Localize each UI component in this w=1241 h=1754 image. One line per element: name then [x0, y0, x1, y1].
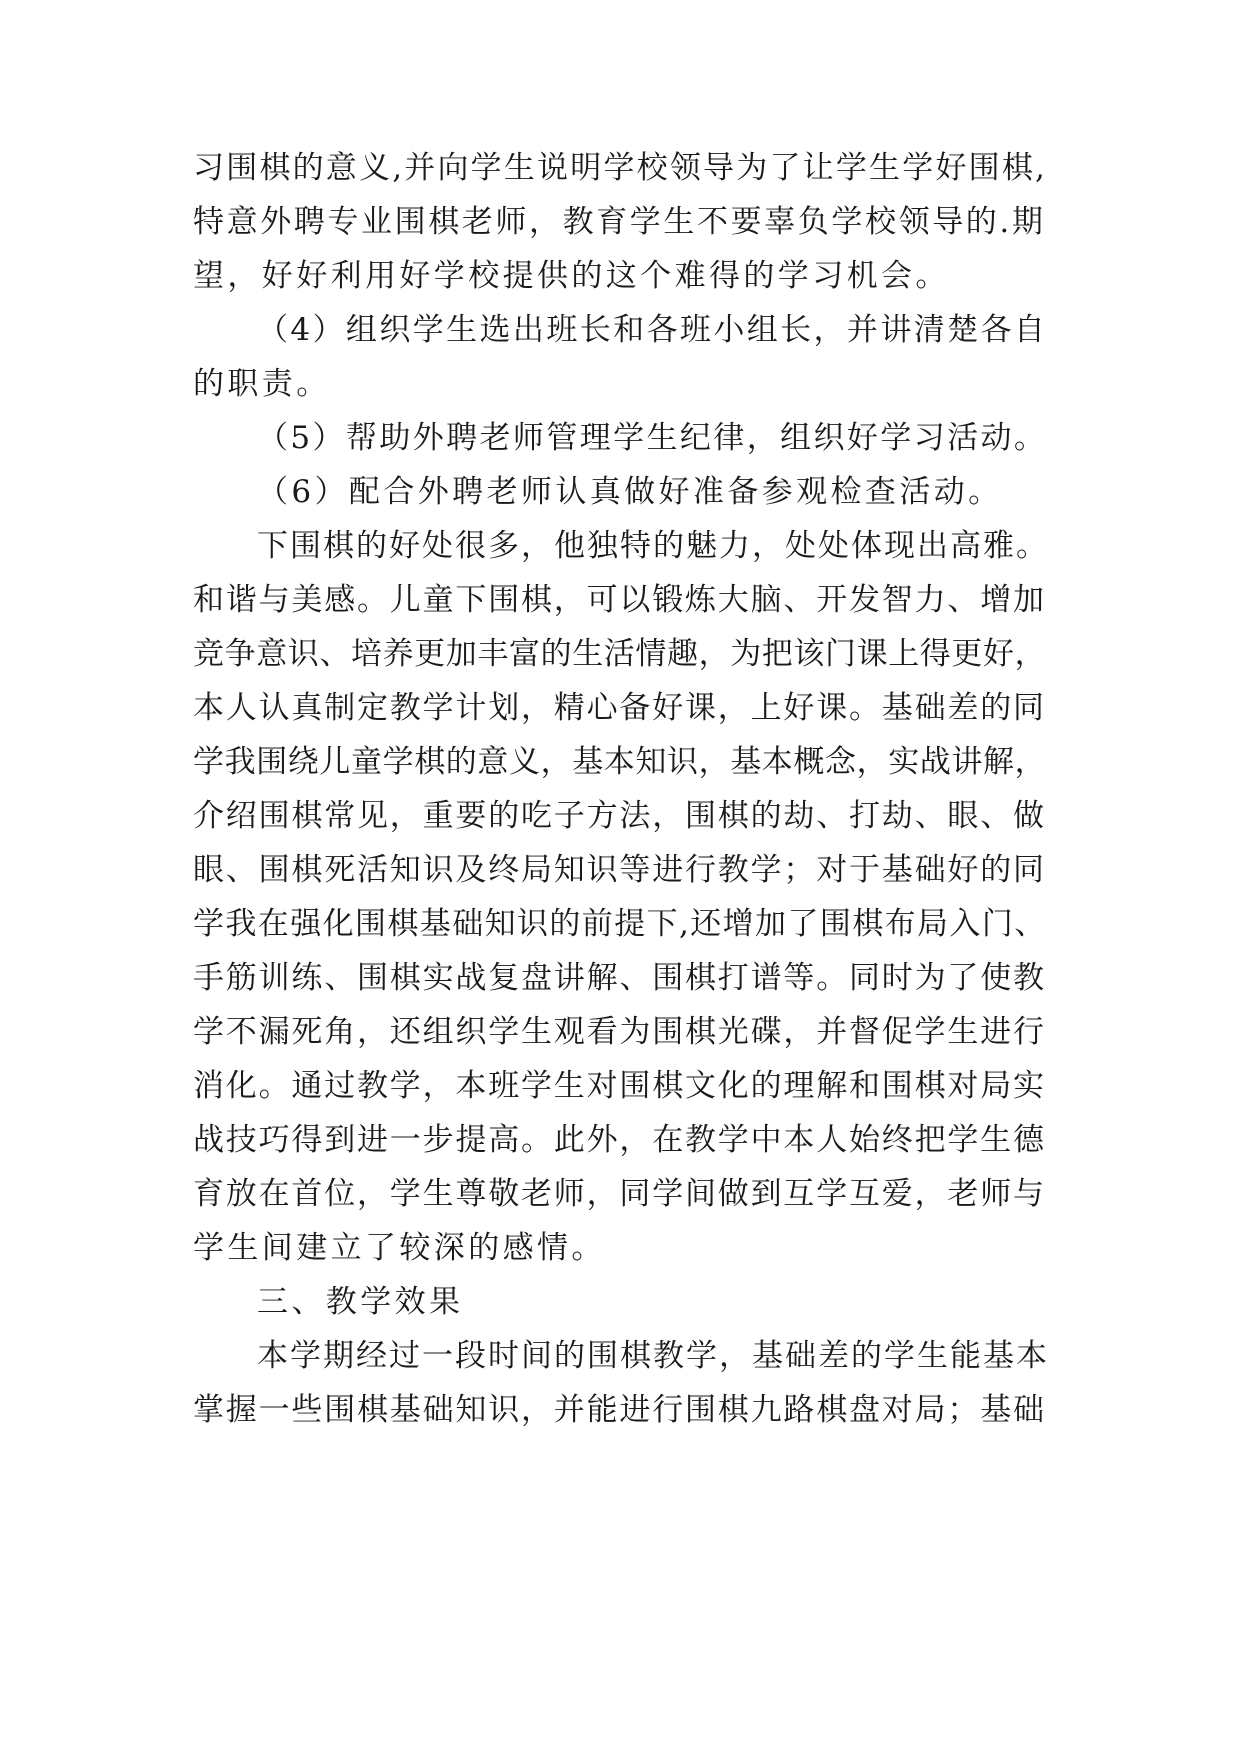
paragraph-line: 本人认真制定教学计划，精心备好课，上好课。基础差的同	[193, 690, 1046, 726]
paragraph-line: 战技巧得到进一步提高。此外，在教学中本人始终把学生德	[193, 1122, 1046, 1158]
paragraph-line: 学我在强化围棋基础知识的前提下,还增加了围棋布局入门、	[193, 906, 1047, 942]
paragraph-line: 掌握一些围棋基础知识，并能进行围棋九路棋盘对局；基础	[193, 1392, 1046, 1428]
paragraph-line: 眼、围棋死活知识及终局知识等进行教学；对于基础好的同	[193, 852, 1046, 888]
paragraph-line: 习围棋的意义,并向学生说明学校领导为了让学生学好围棋,	[193, 150, 1048, 186]
paragraph-line: 本学期经过一段时间的围棋教学，基础差的学生能基本	[257, 1338, 1049, 1374]
paragraph-line: 的职责。	[193, 366, 331, 402]
paragraph-line: 下围棋的好处很多，他独特的魅力，处处体现出高雅。	[257, 528, 1049, 564]
paragraph-line: 介绍围棋常见，重要的吃子方法，围棋的劫、打劫、眼、做	[193, 798, 1046, 834]
paragraph-line: 学不漏死角，还组织学生观看为围棋光碟，并督促学生进行	[193, 1014, 1046, 1050]
paragraph-line: 育放在首位，学生尊敬老师，同学间做到互学互爱，老师与	[193, 1176, 1046, 1212]
paragraph-line: 特意外聘专业围棋老师，教育学生不要辜负学校领导的.期	[193, 204, 1046, 240]
paragraph-line: 学我围绕儿童学棋的意义，基本知识，基本概念，实战讲解，	[193, 744, 1047, 780]
paragraph-line: 手筋训练、围棋实战复盘讲解、围棋打谱等。同时为了使教	[193, 960, 1046, 996]
paragraph-line: 竞争意识、培养更加丰富的生活情趣，为把该门课上得更好，	[193, 636, 1047, 672]
paragraph-line: 消化。通过教学，本班学生对围棋文化的理解和围棋对局实	[193, 1068, 1046, 1104]
paragraph-line: 和谐与美感。儿童下围棋，可以锻炼大脑、开发智力、增加	[193, 582, 1046, 618]
section-heading: 三、教学效果	[257, 1284, 464, 1320]
list-item-4: （4）组织学生选出班长和各班小组长，并讲清楚各自	[257, 312, 1048, 348]
paragraph-line: 学生间建立了较深的感情。	[193, 1230, 606, 1266]
list-item-5: （5）帮助外聘老师管理学生纪律，组织好学习活动。	[257, 420, 1048, 456]
list-item-6: （6）配合外聘老师认真做好准备参观检查活动。	[257, 474, 1003, 510]
paragraph-line: 望，好好利用好学校提供的这个难得的学习机会。	[193, 258, 950, 294]
